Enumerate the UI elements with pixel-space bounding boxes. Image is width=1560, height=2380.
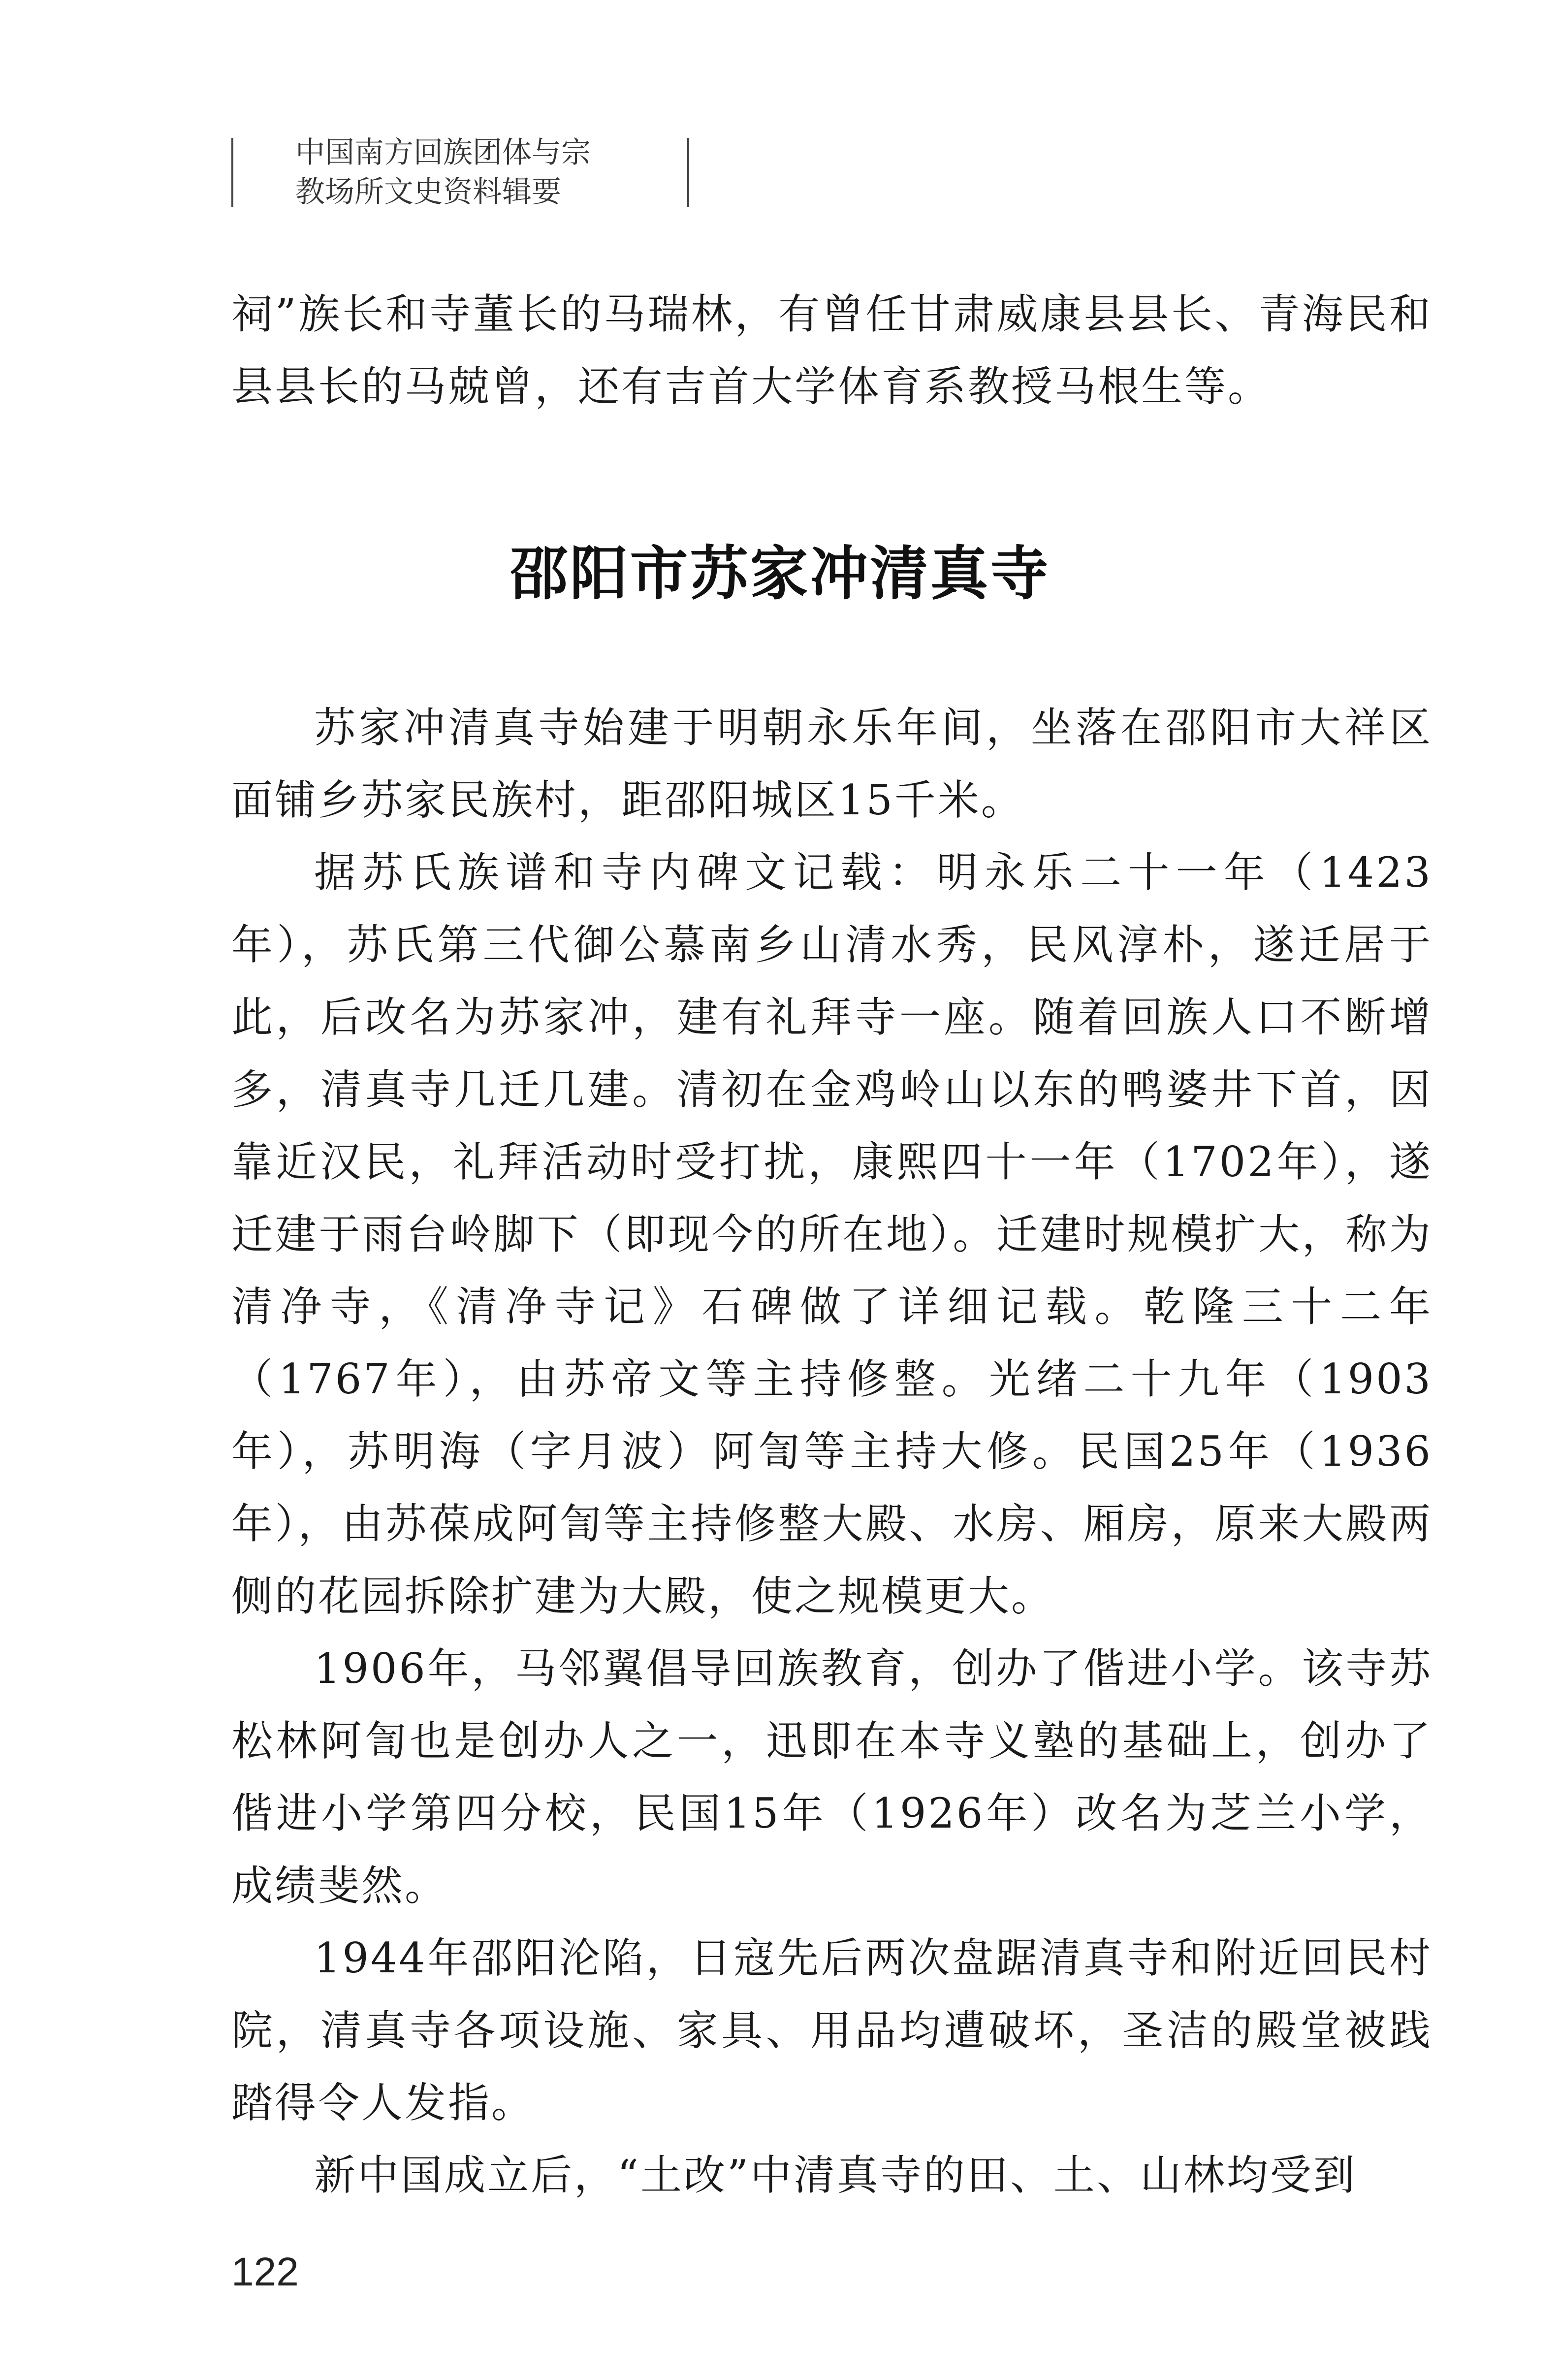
book-title: [295, 133, 591, 212]
continuation-paragraph: 祠”族长和寺董长的马瑞林，有曾任甘肃威康县县长、青海民和县县长的马兢曾，还有吉首大学体育系教授马根生等。: [231, 290, 1433, 411]
continuation-block: [231, 278, 1433, 423]
book-title-line-1: 中国南方回族团体与宗: [295, 135, 591, 170]
book-title-line-2: 教场所文史资料辑要: [295, 175, 561, 209]
paragraph-2: 据苏氏族谱和寺内碑文记载：明永乐二十一年（1423年），苏氏第三代御公慕南乡山清水秀，民风淳朴，遂迁居于此，后改名为苏家冲，建有礼拜寺一座。随着回族人口不断增多，清真寺几迁几建。清初在金鸡岭山以东的鸭婆井下首，因靠近汉民，礼拜活动时受打扰，康熙四十一年（1702年），遂迁建于雨台岭脚下（即现今的所在地）。迁建时规模扩大，称为清净寺，《清净寺记》石碑做了详细记载。乾隆三十二年（1767年），由苏帝文等主持修整。光绪二十九年（1903年），苏明海（字月波）阿訇等主持大修。民国25年（1936年），由苏葆成阿訇等主持修整大殿、水房、厢房，原来大殿两侧的花园拆除扩建为大殿，使之规模更大。: [231, 848, 1433, 1620]
running-header: [231, 133, 689, 207]
page-number: 122: [231, 2250, 299, 2294]
header-right-rule: [687, 138, 689, 207]
article-body: [231, 692, 1433, 2212]
paragraph-5: 新中国成立后，“土改”中清真寺的田、土、山林均受到: [314, 2151, 1357, 2199]
paragraph-1: 苏家冲清真寺始建于明朝永乐年间，坐落在邵阳市大祥区面铺乡苏家民族村，距邵阳城区15千米。: [231, 704, 1433, 824]
paragraph-3: 1906年，马邻翼倡导回族教育，创办了偕进小学。该寺苏松林阿訇也是创办人之一，迅即在本寺义塾的基础上，创办了偕进小学第四分校，民国15年（1926年）改名为芝兰小学，成绩斐然。: [231, 1644, 1433, 1910]
paragraph-4: 1944年邵阳沦陷，日寇先后两次盘踞清真寺和附近回民村院，清真寺各项设施、家具、用品均遭破坏，圣洁的殿堂被践踏得令人发指。: [231, 1934, 1433, 2127]
section-title: 邵阳市苏家冲清真寺: [509, 540, 1051, 608]
header-left-rule: [231, 138, 233, 207]
